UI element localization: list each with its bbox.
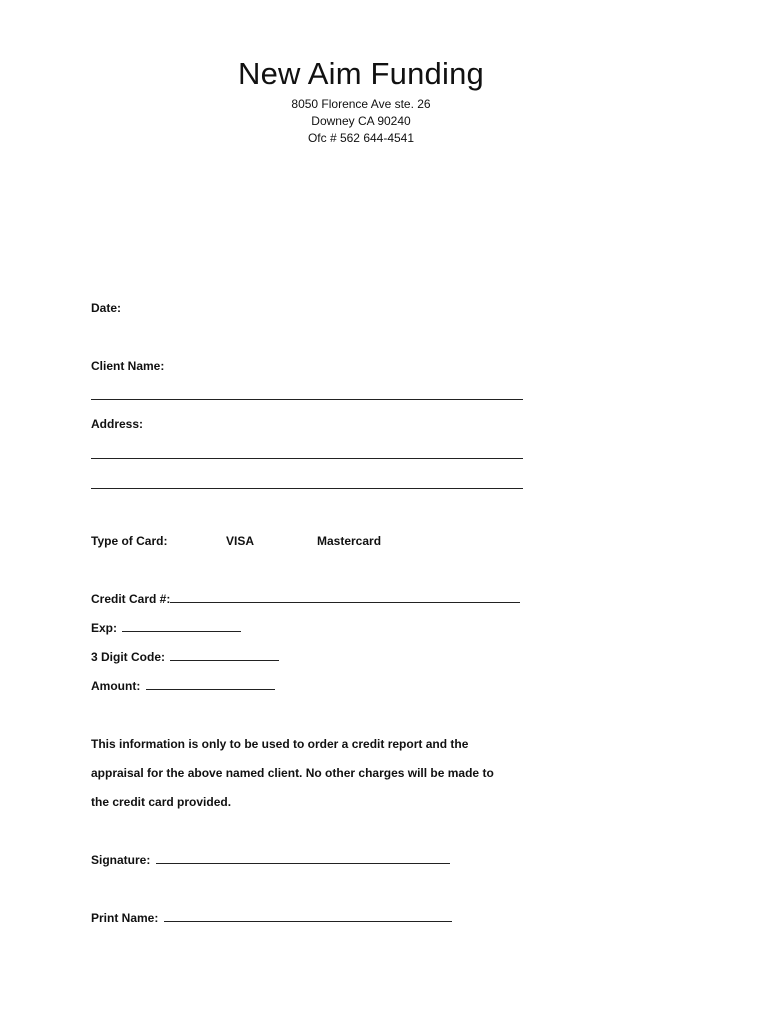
exp-label: Exp: [91,621,118,635]
card-type-label: Type of Card: [91,534,168,548]
card-option-mastercard[interactable]: Mastercard [317,534,382,548]
credit-card-label: Credit Card #: [91,592,171,606]
cvv-row [91,649,279,665]
cvv-label: 3 Digit Code: [91,650,165,664]
credit-card-row [91,591,520,607]
card-type-row [91,533,491,549]
card-option-visa[interactable]: VISA [226,534,255,548]
print-name-line[interactable] [164,911,452,922]
disclaimer-line-2: appraisal for the above named client. No other charges will be made to [91,766,494,780]
cvv-line[interactable] [170,650,279,661]
disclaimer-line-1: This information is only to be used to order a credit report and the [91,737,469,751]
date-label: Date: [91,301,122,315]
address-line-1-field[interactable] [91,458,523,459]
exp-row [91,620,241,636]
print-name-label: Print Name: [91,911,159,925]
phone-number: Ofc # 562 644-4541 [307,131,415,145]
credit-card-line[interactable] [170,592,520,603]
signature-row [91,852,450,868]
disclaimer-line-3: the credit card provided. [91,795,232,809]
signature-label: Signature: [91,853,151,867]
exp-line[interactable] [122,621,241,632]
print-name-row [91,910,452,926]
amount-line[interactable] [146,679,275,690]
amount-row [91,678,275,694]
client-name-line[interactable] [91,399,523,400]
address-line-2: Downey CA 90240 [311,114,411,128]
signature-line[interactable] [156,853,450,864]
amount-label: Amount: [91,679,141,693]
address-line-1: 8050 Florence Ave ste. 26 [291,97,431,111]
company-name: New Aim Funding [238,56,484,91]
client-name-label: Client Name: [91,359,165,373]
address-label: Address: [91,417,144,431]
address-line-2-field[interactable] [91,488,523,489]
letterhead [0,52,722,147]
